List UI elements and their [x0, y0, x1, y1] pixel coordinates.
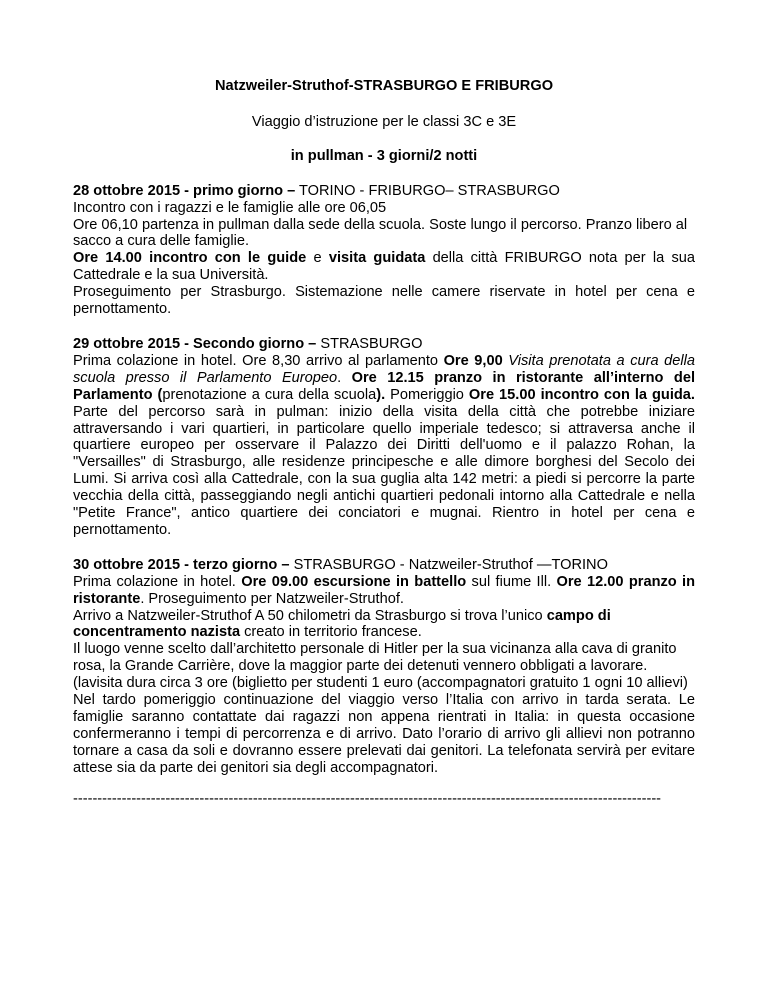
day-2-heading-line [73, 336, 695, 353]
day-2-text: Pomeriggio [385, 386, 469, 403]
day-3-boat-trip: Ore 09.00 escursione in battello [241, 573, 467, 590]
day-3-text: creato in territorio francese. [240, 624, 422, 641]
day-1-text: e [306, 250, 329, 267]
day-1-paragraph-1: Incontro con i ragazzi e le famiglie alle ore 06,05 [73, 199, 387, 216]
day-3-paragraph-2 [73, 608, 695, 642]
day-3-text: Prima colazione in hotel. [73, 573, 242, 590]
day-2-text: . [337, 369, 352, 386]
day-2-section [73, 336, 695, 539]
day-3-section [73, 557, 695, 777]
day-2-time: Ore 9,00 [443, 352, 503, 369]
transport-info: in pullman - 3 giorni/2 notti [290, 147, 478, 164]
day-2-route: STRASBURGO [316, 335, 423, 352]
day-3-text: . Proseguimento per Natzweiler-Struthof. [140, 590, 404, 607]
day-3-paragraph-3: Il luogo venne scelto dall’architetto personale di Hitler per la sua vicinanza alla cava di granito rosa, la Grande Carrière, dove la maggior parte dei detenuti vennero obbligati a lavorare. (lavisita dura circa 3 ore (biglietto per studenti 1 euro (accompagnatori gratuito 1 ogni 10 allievi) [73, 641, 688, 692]
day-1-text: della città FRIBURGO nota per la sua Cattedrale e la sua Università. [73, 250, 696, 284]
day-3-text: Arrivo a Natzweiler-Struthof A 50 chilometri da Strasburgo si trova l’unico [73, 607, 547, 624]
day-2-guide-meeting: Ore 15.00 incontro con la guida. [468, 386, 695, 403]
day-3-heading-line [73, 557, 695, 574]
day-2-text-bold: ). [376, 386, 386, 403]
day-3-heading: 30 ottobre 2015 - terzo giorno – [73, 556, 290, 573]
document-title: Natzweiler-Struthof-STRASBURGO E FRIBURGO [214, 78, 554, 94]
document-page [73, 78, 695, 808]
day-1-heading: 28 ottobre 2015 - primo giorno – [73, 182, 296, 199]
divider-rule: ------------------------------------------------------------------------------------------------------------------------- [73, 790, 662, 807]
day-1-section [73, 183, 695, 318]
day-3-paragraph-1 [73, 574, 695, 608]
day-1-paragraph-4: Proseguimento per Strasburgo. Sistemazione nelle camere riservate in hotel per cena e pernottamento. [73, 284, 695, 318]
document-subtitle: Viaggio d’istruzione per le classi 3C e 3E [251, 113, 517, 130]
day-2-text: Parte del percorso sarà in pulman: inizio della visita della città che potrebbe iniziare attraversando i vari quartieri, in particolare quello imperiale tedesco; si attraversa anche il quartiere europeo per osservare il Palazzo dei Diritti dell'uomo e il palazzo Rohan, la "Versailles" di Strasburgo, alle residenze principesche e alle dimore borghesi del Secolo dei Lumi. Si arriva così alla Cattedrale, con la sua guglia alta 142 metri: a piedi si percorre la parte vecchia della città, passeggiando negli antichi quartieri pedonali intorno alla Cattedrale e nella "Petite France", antico quartiere dei conciatori e mugnai. Rientro in hotel per cena e pernottamento. [73, 403, 695, 538]
day-3-camp: campo di concentramento nazista [73, 607, 611, 641]
day-1-guided-visit: visita guidata [328, 250, 426, 267]
day-3-route: STRASBURGO - Natzweiler-Struthof —TORINO [289, 556, 608, 573]
day-3-lunch: Ore 12.00 pranzo in ristorante [73, 573, 696, 607]
day-2-lunch: Ore 12.15 pranzo in ristorante all’interno del Parlamento ( [73, 369, 695, 403]
day-2-heading: 29 ottobre 2015 - Secondo giorno – [73, 335, 317, 352]
day-2-text: prenotazione a cura della scuola [162, 386, 377, 403]
day-1-paragraph-2: Ore 06,10 partenza in pullman dalla sede della scuola. Soste lungo il percorso. Pranzo libero al sacco a cura delle famiglie. [73, 216, 688, 250]
day-2-text: Prima colazione in hotel. Ore 8,30 arrivo al parlamento [73, 352, 444, 369]
day-3-paragraph-4: Nel tardo pomeriggio continuazione del viaggio verso l’Italia con arrivo in tarda serata. Le famiglie saranno contattate dai ragazzi non appena rientrati in Italia: in questa occasione confermeranno i tempi di percorrenza e di arrivo. Dato l’orario di arrivo gli allievi non potranno tornare a casa da soli e dovranno essere prelevati dai genitori. La telefonata servirà per evitare attese sia da parte dei genitori sia degli accompagnatori. [73, 692, 695, 776]
day-2-parliament-visit: Visita prenotata a cura della scuola presso il Parlamento Europeo [73, 352, 695, 386]
day-1-heading-line [73, 183, 695, 200]
day-3-text: sul fiume Ill. [466, 573, 557, 590]
day-1-guide-meeting: Ore 14.00 incontro con le guide [73, 250, 307, 267]
day-2-paragraph [73, 353, 695, 539]
day-1-paragraph-3 [73, 250, 695, 284]
day-1-route: TORINO - FRIBURGO– STRASBURGO [295, 182, 560, 199]
